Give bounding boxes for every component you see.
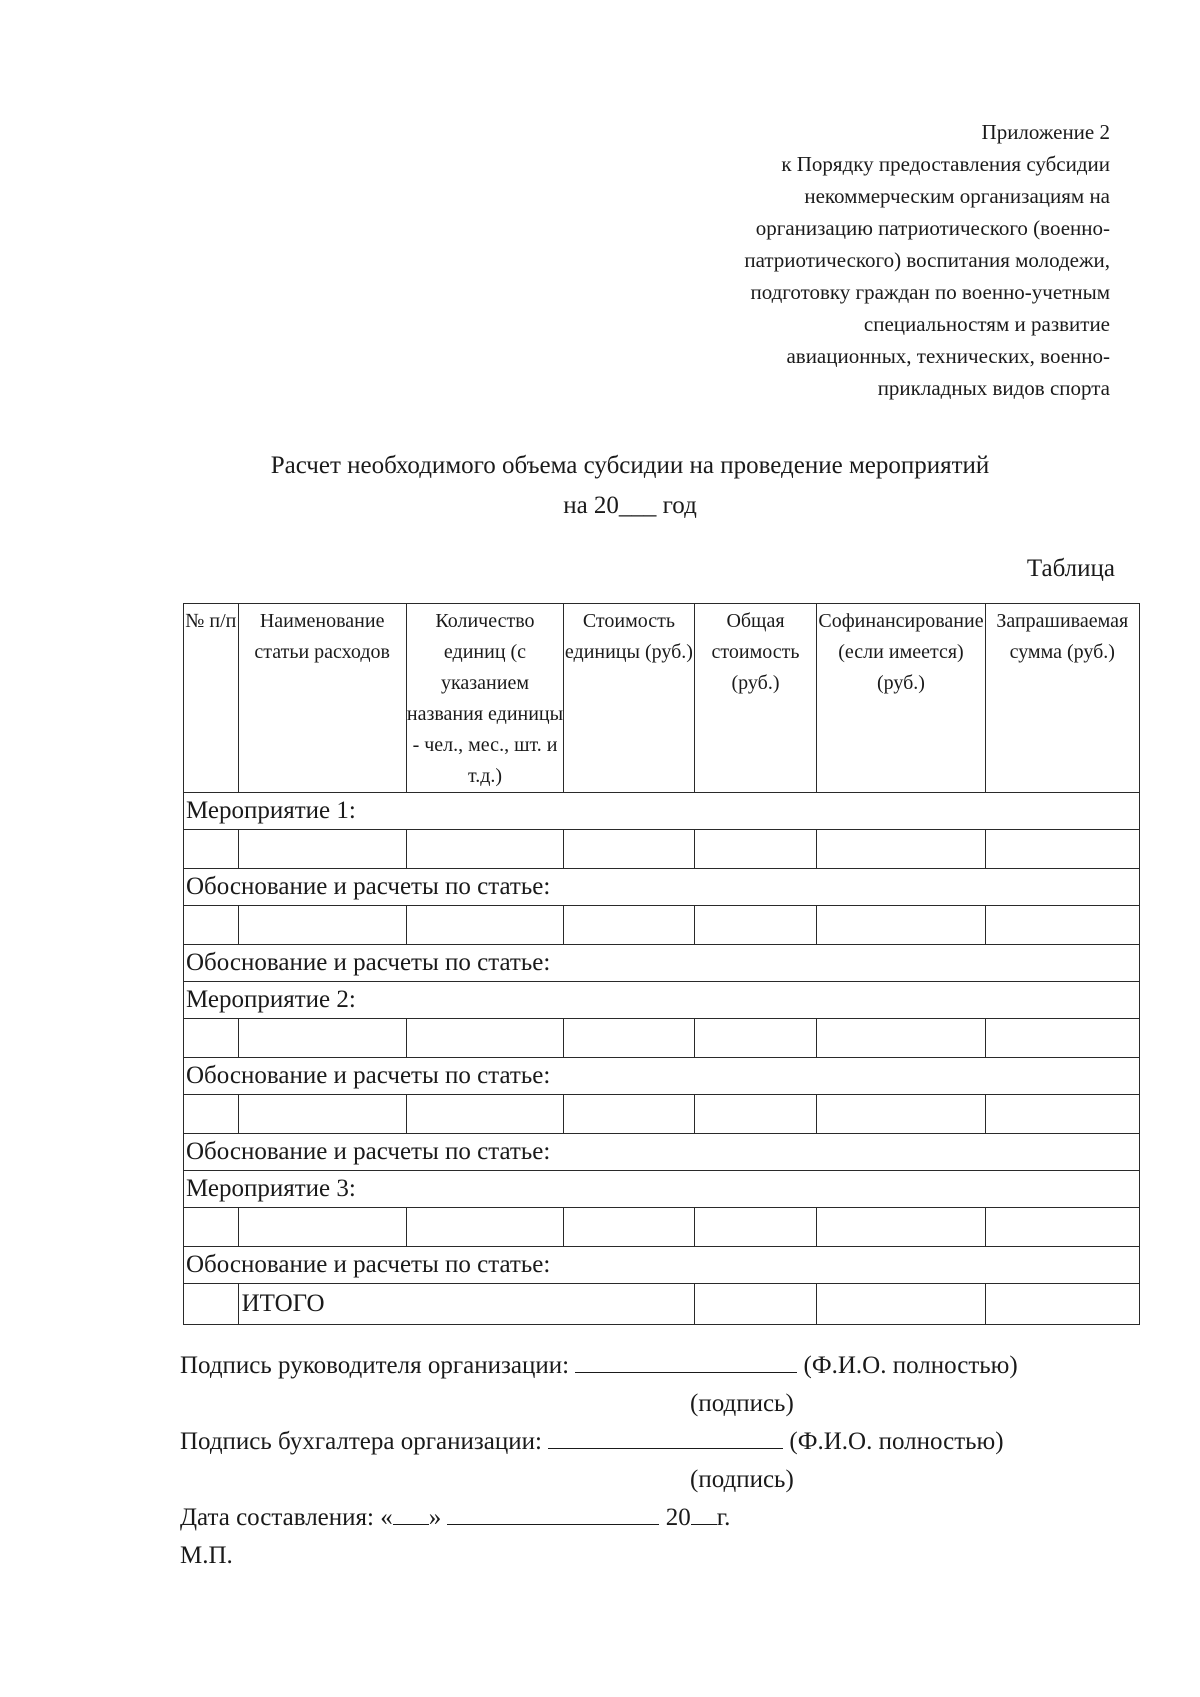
table-cell[interactable] bbox=[985, 1095, 1139, 1134]
table-cell[interactable] bbox=[184, 1019, 239, 1058]
table-cell[interactable] bbox=[564, 1208, 694, 1247]
event-label: Мероприятие 3: bbox=[184, 1171, 1140, 1208]
title-line-1: Расчет необходимого объема субсидии на проведение мероприятий bbox=[270, 452, 990, 479]
table-cell[interactable] bbox=[406, 1019, 564, 1058]
accountant-signature-label: Подпись бухгалтера организации: bbox=[180, 1428, 542, 1455]
justification-row bbox=[184, 1058, 1140, 1095]
justification-row bbox=[184, 945, 1140, 982]
table-cell[interactable] bbox=[564, 906, 694, 945]
table-row bbox=[184, 906, 1140, 945]
table-cell[interactable] bbox=[184, 830, 239, 869]
header-number: № п/п bbox=[184, 604, 239, 793]
table-cell[interactable] bbox=[406, 906, 564, 945]
annex-line: подготовку граждан по военно-учетным bbox=[750, 280, 1110, 304]
table-header-row bbox=[184, 604, 1140, 793]
table-cell[interactable] bbox=[564, 1019, 694, 1058]
head-signature-label: Подпись руководителя организации: bbox=[180, 1352, 570, 1379]
head-signature-line bbox=[180, 1348, 1140, 1386]
event-label: Мероприятие 2: bbox=[184, 982, 1140, 1019]
accountant-fio-label: (Ф.И.О. полностью) bbox=[789, 1428, 1004, 1455]
event-row bbox=[184, 982, 1140, 1019]
justification-row bbox=[184, 869, 1140, 906]
table-cell[interactable] bbox=[694, 1019, 817, 1058]
justification-row bbox=[184, 1247, 1140, 1284]
justification-label: Обоснование и расчеты по статье: bbox=[184, 1247, 1140, 1284]
date-line bbox=[180, 1500, 1140, 1538]
stamp-label: М.П. bbox=[180, 1542, 233, 1569]
table-cell[interactable] bbox=[985, 906, 1139, 945]
table-label: Таблица bbox=[1026, 555, 1115, 582]
date-label: Дата составления: « bbox=[180, 1504, 393, 1531]
annex-line: специальностям и развитие bbox=[863, 312, 1110, 336]
header-unit-cost: Стоимость единицы (руб.) bbox=[564, 604, 694, 793]
table-cell[interactable] bbox=[694, 1208, 817, 1247]
table-cell[interactable] bbox=[817, 830, 985, 869]
table-cell[interactable] bbox=[564, 1095, 694, 1134]
date-month-field[interactable] bbox=[447, 1502, 659, 1525]
table-cell[interactable] bbox=[694, 830, 817, 869]
signature-block bbox=[180, 1348, 1140, 1576]
table-cell[interactable] bbox=[564, 830, 694, 869]
table-row bbox=[184, 830, 1140, 869]
title-line-2: на 20___ год bbox=[563, 492, 697, 519]
table-cell[interactable] bbox=[184, 1095, 239, 1134]
accountant-signature-line bbox=[180, 1424, 1140, 1462]
table-cell[interactable] bbox=[238, 1095, 406, 1134]
date-year-prefix: 20 bbox=[665, 1504, 691, 1531]
table-row bbox=[184, 1208, 1140, 1247]
table-cell[interactable] bbox=[985, 1019, 1139, 1058]
table-cell[interactable] bbox=[817, 1019, 985, 1058]
table-cell[interactable] bbox=[238, 1019, 406, 1058]
total-cost-cell[interactable] bbox=[694, 1284, 817, 1325]
total-row bbox=[184, 1284, 1140, 1325]
date-year-field[interactable] bbox=[691, 1502, 717, 1525]
annex-line: некоммерческим организациям на bbox=[804, 184, 1110, 208]
date-year-suffix: г. bbox=[716, 1504, 731, 1531]
annex-line: организацию патриотического (военно- bbox=[755, 216, 1110, 240]
header-total-cost: Общая стоимость (руб.) bbox=[694, 604, 817, 793]
table-cell[interactable] bbox=[817, 906, 985, 945]
table-row bbox=[184, 1019, 1140, 1058]
table-cell[interactable] bbox=[694, 906, 817, 945]
head-signature-field[interactable] bbox=[575, 1350, 797, 1373]
document-title bbox=[190, 446, 1070, 526]
table-cell[interactable] bbox=[694, 1095, 817, 1134]
total-cofinancing-cell[interactable] bbox=[817, 1284, 985, 1325]
annex-line: Приложение 2 bbox=[981, 120, 1110, 144]
table-cell[interactable] bbox=[817, 1208, 985, 1247]
table-cell[interactable] bbox=[238, 830, 406, 869]
annex-block bbox=[630, 116, 1110, 404]
annex-line: патриотического) воспитания молодежи, bbox=[744, 248, 1110, 272]
budget-table bbox=[183, 603, 1140, 1325]
table-cell[interactable] bbox=[184, 1284, 239, 1325]
justification-label: Обоснование и расчеты по статье: bbox=[184, 869, 1140, 906]
annex-line: прикладных видов спорта bbox=[877, 376, 1110, 400]
justification-label: Обоснование и расчеты по статье: bbox=[184, 1058, 1140, 1095]
header-requested-amount: Запрашиваемая сумма (руб.) bbox=[985, 604, 1139, 793]
table-cell[interactable] bbox=[238, 906, 406, 945]
date-close-quote: » bbox=[428, 1504, 442, 1531]
table-cell[interactable] bbox=[238, 1208, 406, 1247]
event-label: Мероприятие 1: bbox=[184, 793, 1140, 830]
justification-label: Обоснование и расчеты по статье: bbox=[184, 945, 1140, 982]
accountant-signature-hint: (подпись) bbox=[690, 1466, 794, 1493]
event-row bbox=[184, 793, 1140, 830]
table-cell[interactable] bbox=[985, 830, 1139, 869]
accountant-signature-field[interactable] bbox=[548, 1426, 783, 1449]
total-requested-cell[interactable] bbox=[985, 1284, 1139, 1325]
date-day-field[interactable] bbox=[393, 1502, 429, 1525]
total-label: ИТОГО bbox=[238, 1284, 694, 1325]
table-cell[interactable] bbox=[406, 830, 564, 869]
table-cell[interactable] bbox=[985, 1208, 1139, 1247]
header-quantity: Количество единиц (с указанием названия единицы - чел., мес., шт. и т.д.) bbox=[406, 604, 564, 793]
header-expense-item: Наименование статьи расходов bbox=[238, 604, 406, 793]
annex-line: к Порядку предоставления субсидии bbox=[781, 152, 1110, 176]
annex-line: авиационных, технических, военно- bbox=[786, 344, 1110, 368]
head-signature-hint: (подпись) bbox=[690, 1390, 794, 1417]
header-cofinancing: Софинансирование (если имеется) (руб.) bbox=[817, 604, 985, 793]
table-cell[interactable] bbox=[406, 1208, 564, 1247]
head-fio-label: (Ф.И.О. полностью) bbox=[803, 1352, 1018, 1379]
table-cell[interactable] bbox=[184, 906, 239, 945]
justification-row bbox=[184, 1134, 1140, 1171]
table-cell[interactable] bbox=[184, 1208, 239, 1247]
table-cell[interactable] bbox=[817, 1095, 985, 1134]
table-cell[interactable] bbox=[406, 1095, 564, 1134]
justification-label: Обоснование и расчеты по статье: bbox=[184, 1134, 1140, 1171]
table-row bbox=[184, 1095, 1140, 1134]
event-row bbox=[184, 1171, 1140, 1208]
